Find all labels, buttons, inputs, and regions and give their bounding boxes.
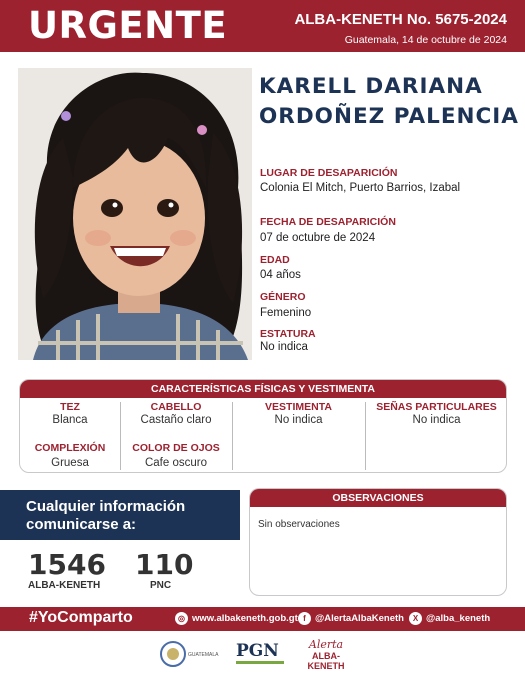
skin-label: TEZ xyxy=(60,401,80,413)
age-label: EDAD xyxy=(260,254,290,266)
urgent-title: URGENTE xyxy=(28,4,228,47)
marks-value: No indica xyxy=(412,414,461,426)
height-value: No indica xyxy=(260,341,308,353)
skin-value: Blanca xyxy=(52,414,88,426)
missing-person-name xyxy=(259,72,519,132)
characteristics-title: CARACTERÍSTICAS FÍSICAS Y VESTIMENTA xyxy=(20,380,506,398)
website-text: www.albakeneth.gob.gt xyxy=(192,613,298,624)
name-line-1: KARELL DARIANA xyxy=(259,74,483,99)
contact-banner xyxy=(0,490,240,540)
gender-value: Femenino xyxy=(260,307,312,319)
x-text: @alba_keneth xyxy=(426,613,491,624)
missing-child-photo xyxy=(18,68,252,360)
pgn-logo xyxy=(236,641,286,667)
alert-number: ALBA-KENETH No. 5675-2024 xyxy=(294,11,507,28)
issue-date: Guatemala, 14 de octubre de 2024 xyxy=(344,34,507,46)
pgn-logo-text: PGN xyxy=(236,641,279,661)
observations-title: OBSERVACIONES xyxy=(250,489,506,507)
age-value: 04 años xyxy=(260,269,301,281)
marks-label: SEÑAS PARTICULARES xyxy=(376,401,497,413)
guatemala-seal-logo xyxy=(160,639,225,669)
website-link[interactable] xyxy=(175,612,298,625)
alba-keneth-logo xyxy=(298,638,354,670)
observations-box xyxy=(249,488,507,596)
name-line-2: ORDOÑEZ PALENCIA xyxy=(259,104,519,129)
date-label: FECHA DE DESAPARICIÓN xyxy=(260,216,396,228)
globe-icon: ◎ xyxy=(175,612,188,625)
eyes-label: COLOR DE OJOS xyxy=(132,442,220,454)
contact-line-2: comunicarse a: xyxy=(26,516,137,533)
height-label: ESTATURA xyxy=(260,328,316,340)
clothing-label: VESTIMENTA xyxy=(265,401,332,413)
alerta-logo-text: Alerta xyxy=(308,638,344,651)
header-bar xyxy=(0,0,525,52)
observations-text: Sin observaciones xyxy=(258,519,340,530)
guatemala-seal-text: GUATEMALA xyxy=(188,652,219,658)
build-label: COMPLEXIÓN xyxy=(34,442,106,454)
facebook-link[interactable] xyxy=(298,612,404,625)
hashtag: #YoComparto xyxy=(29,609,133,626)
place-value: Colonia El Mitch, Puerto Barrios, Izabal xyxy=(260,182,461,194)
characteristics-box xyxy=(19,379,507,473)
eyes-value: Cafe oscuro xyxy=(144,457,207,469)
phone-number-alba-keneth[interactable]: 1546 xyxy=(28,548,106,581)
phone-label-pnc: PNC xyxy=(150,580,172,591)
x-link[interactable] xyxy=(409,612,490,625)
facebook-icon: f xyxy=(298,612,311,625)
phone-label-alba-keneth: ALBA-KENETH xyxy=(28,580,101,591)
date-value: 07 de octubre de 2024 xyxy=(260,232,376,244)
footer-bar xyxy=(0,607,525,631)
alba-keneth-logo-text: ALBA-KENETH xyxy=(307,651,345,671)
place-label: LUGAR DE DESAPARICIÓN xyxy=(260,167,398,179)
gender-label: GÉNERO xyxy=(260,291,306,303)
clothing-value: No indica xyxy=(274,414,323,426)
phone-number-pnc[interactable]: 110 xyxy=(135,548,194,581)
hair-value: Castaño claro xyxy=(140,414,212,426)
contact-line-1: Cualquier información xyxy=(26,498,186,515)
pgn-stripe xyxy=(236,661,284,664)
x-icon: X xyxy=(409,612,422,625)
build-value: Gruesa xyxy=(51,457,89,469)
facebook-text: @AlertaAlbaKeneth xyxy=(315,613,404,624)
hair-label: CABELLO xyxy=(150,401,202,413)
